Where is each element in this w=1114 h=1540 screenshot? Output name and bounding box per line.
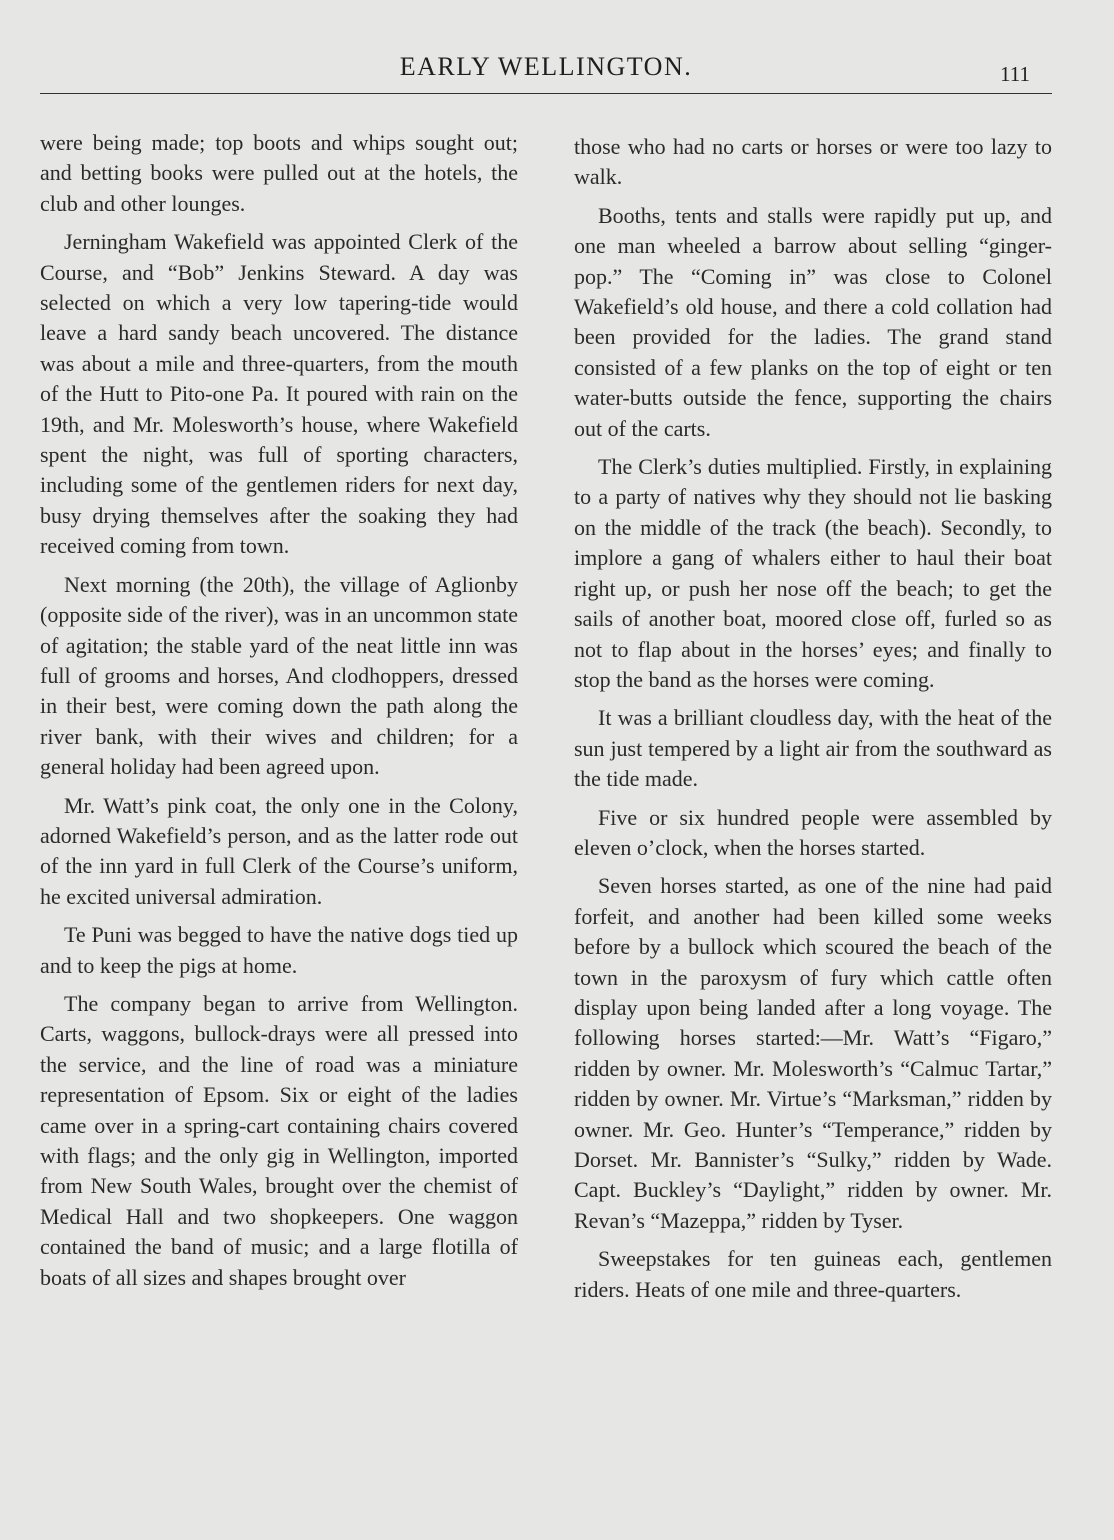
paragraph: The Clerk’s duties multiplied. Firstly, in explaining to a party of natives why they should not lie basking on the middle of the track (the beach). Secondly, to implore a gang of whalers either to haul their boat right up, or push her nose off the beach; to get the sails of another boat, moored close off, furled so as not to flap about in the horses’ eyes; and finally to stop the band as the horses were coming. <box>574 454 1052 692</box>
paragraph: Sweepstakes for ten guineas each, gentlemen riders. Heats of one mile and three-quarters. <box>574 1246 1052 1302</box>
paragraph: The company began to arrive from Wellington. Carts, waggons, bullock-drays were all pressed into the service, and the line of road was a miniature representation of Epsom. Six or eight of the ladies came over in a spring-cart containing chairs covered with flags; and the only gig in Wellington, imported from New South Wales, brought over the chemist of Medical Hall and two shopkeepers. One waggon contained the band of music; and a large flotilla of boats of all sizes and shapes brought over <box>40 990 518 1290</box>
right-column <box>574 132 1052 1313</box>
paragraph: It was a brilliant cloudless day, with the heat of the sun just tempered by a light air from the southward as the tide made. <box>574 705 1052 792</box>
paragraph: those who had no carts or horses or were too lazy to walk. <box>574 134 1052 190</box>
paragraph: Next morning (the 20th), the village of Aglionby (opposite side of the river), was in an uncommon state of agitation; the stable yard of the neat little inn was full of grooms and horses, And clodhoppers, dressed in their best, were coming down the path along the river bank, with their wives and children; for a general holiday had been agreed upon. <box>40 571 518 780</box>
paragraph: were being made; top boots and whips sought out; and betting books were pulled out at the hotels, the club and other lounges. <box>40 130 518 216</box>
paragraph: Te Puni was begged to have the native dogs tied up and to keep the pigs at home. <box>40 922 518 978</box>
running-title: EARLY WELLINGTON. <box>399 52 693 81</box>
page-header <box>40 52 1052 92</box>
header-rule <box>40 93 1052 94</box>
paragraph: Mr. Watt’s pink coat, the only one in the Colony, adorned Wakefield’s person, and as the latter rode out of the inn yard in full Clerk of the Course’s uniform, he excited universal admiration. <box>40 792 518 909</box>
paragraph: Jerningham Wakefield was appointed Clerk of the Course, and “Bob” Jenkins Steward. A day was selected on which a very low tapering-tide would leave a hard sandy beach uncovered. The distance was about a mile and three-quarters, from the mouth of the Hutt to Pito-one Pa. It poured with rain on the 19th, and Mr. Molesworth’s house, where Wakefield spent the night, was full of sporting characters, including some of the gentlemen riders for next day, busy drying themselves after the soaking they had received coming from town. <box>40 229 518 559</box>
paragraph: Booths, tents and stalls were rapidly put up, and one man wheeled a barrow about selling “ginger-pop.” The “Coming in” was close to Colonel Wakefield’s old house, and there a cold collation had been provided for the ladies. The grand stand consisted of a few planks on the top of eight or ten water-butts outside the fence, supporting the chairs out of the carts. <box>574 202 1052 441</box>
left-column <box>40 128 518 1301</box>
page-number: 111 <box>1000 62 1030 86</box>
paragraph: Seven horses started, as one of the nine had paid forfeit, and another had been killed some weeks before by a bullock which scoured the beach of the town in the paroxysm of fury which cattle often display upon being landed after a long voyage. The following horses started:—Mr. Watt’s “Figaro,” ridden by owner. Mr. Molesworth’s “Calmuc Tartar,” ridden by owner. Mr. Virtue’s “Marksman,” ridden by owner. Mr. Geo. Hunter’s “Temperance,” ridden by Dorset. Mr. Bannister’s “Sulky,” ridden by Wade. Capt. Buckley’s “Daylight,” ridden by owner. Mr. Revan’s “Mazeppa,” ridden by Tyser. <box>574 873 1052 1233</box>
paragraph: Five or six hundred people were assembled by eleven o’clock, when the horses started. <box>574 804 1052 860</box>
